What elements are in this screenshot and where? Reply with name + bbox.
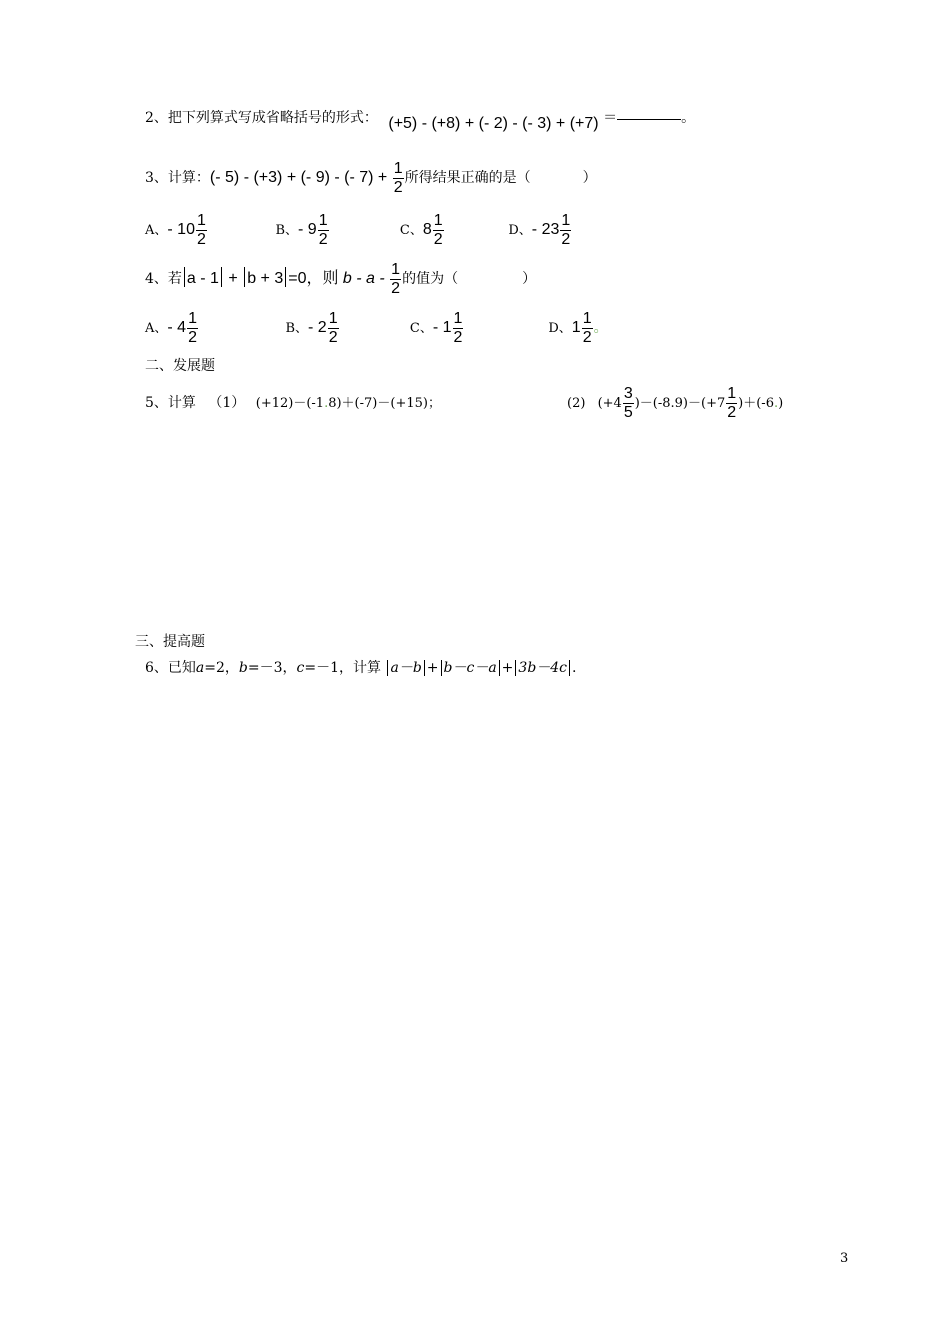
q2-answer-blank: [617, 119, 681, 120]
q3-option-a[interactable]: A、- 10 $\frac{1}{2}$: [145, 211, 206, 248]
question-6: 6、已知a=2，b=－3，c=－1，计算 a－b + b－c－a + 3b－4c .: [145, 660, 577, 676]
section-2-heading: 二、发展题: [145, 358, 215, 374]
q2-equals: ＝: [603, 110, 618, 126]
q4-prefix: 4、若: [145, 271, 182, 287]
q6-abs-3: 3b－4c: [518, 660, 568, 676]
question-2: [145, 108, 695, 134]
q4-plus: +: [228, 270, 238, 287]
question-5-part-2: (2) (+4 $\frac{3}{5}$ )－(-8.9)－(+7 $\frac{1}{2}$ )＋(-6.): [567, 385, 784, 421]
question-3: [145, 158, 597, 198]
q5-part1-expression: (+12)－(-1.8)＋(-7)－(+15)；: [255, 396, 441, 411]
q4-expression: b - a -: [342, 270, 385, 287]
q4-fraction: $\frac{1}{2}$: [391, 260, 401, 297]
q3-close-paren: ）: [582, 170, 597, 186]
q3-option-d[interactable]: D、- 23 $\frac{1}{2}$: [508, 211, 571, 248]
q5-part2-label: (2): [567, 396, 586, 411]
q4-option-a[interactable]: A、- 4 $\frac{1}{2}$: [145, 309, 197, 346]
q4-abs-2: b + 3: [247, 270, 284, 287]
question-5-part-1: [145, 393, 441, 414]
q3-option-c[interactable]: C、8 $\frac{1}{2}$: [399, 211, 443, 248]
q3-option-b[interactable]: B、- 9 $\frac{1}{2}$: [275, 211, 328, 248]
q3-prefix: 3、计算：: [145, 170, 210, 186]
q2-expression: (+5) - (+8) + (- 2) - (- 3) + (+7): [388, 115, 599, 132]
q5-part1-label: （1）: [208, 395, 246, 411]
q4-suffix: 的值为（: [402, 271, 459, 287]
q4-close-paren: ）: [522, 271, 537, 287]
q5-prefix: 5、计算: [145, 395, 196, 411]
q3-options: [145, 210, 572, 251]
page-number: 3: [840, 1251, 849, 1266]
q3-suffix: 所得结果正确的是（: [404, 170, 531, 186]
q4-option-c[interactable]: C、- 1 $\frac{1}{2}$: [409, 309, 463, 346]
q4-option-b[interactable]: B、- 2 $\frac{1}{2}$: [285, 309, 338, 346]
q2-prefix: 2、把下列算式写成省略括号的形式：: [145, 110, 378, 126]
q2-end: 。: [681, 110, 696, 126]
q3-fraction: $\frac{1}{2}$: [393, 159, 403, 196]
q5-fraction-1: $\frac{3}{5}$: [623, 385, 633, 421]
q4-option-d[interactable]: D、1 $\frac{1}{2}$ 。: [548, 309, 608, 346]
section-3-heading: 三、提高题: [135, 634, 205, 650]
q4-abs-1: a - 1: [186, 270, 219, 287]
q4-options: [145, 308, 608, 349]
q4-equals-zero: =0，则: [288, 270, 339, 287]
q6-abs-2: b－c－a: [443, 660, 497, 676]
q5-fraction-2: $\frac{1}{2}$: [727, 385, 737, 421]
q3-expression: (- 5) - (+3) + (- 9) - (- 7) +: [209, 169, 388, 186]
question-4: [145, 259, 536, 299]
q6-abs-1: a－b: [390, 660, 422, 676]
